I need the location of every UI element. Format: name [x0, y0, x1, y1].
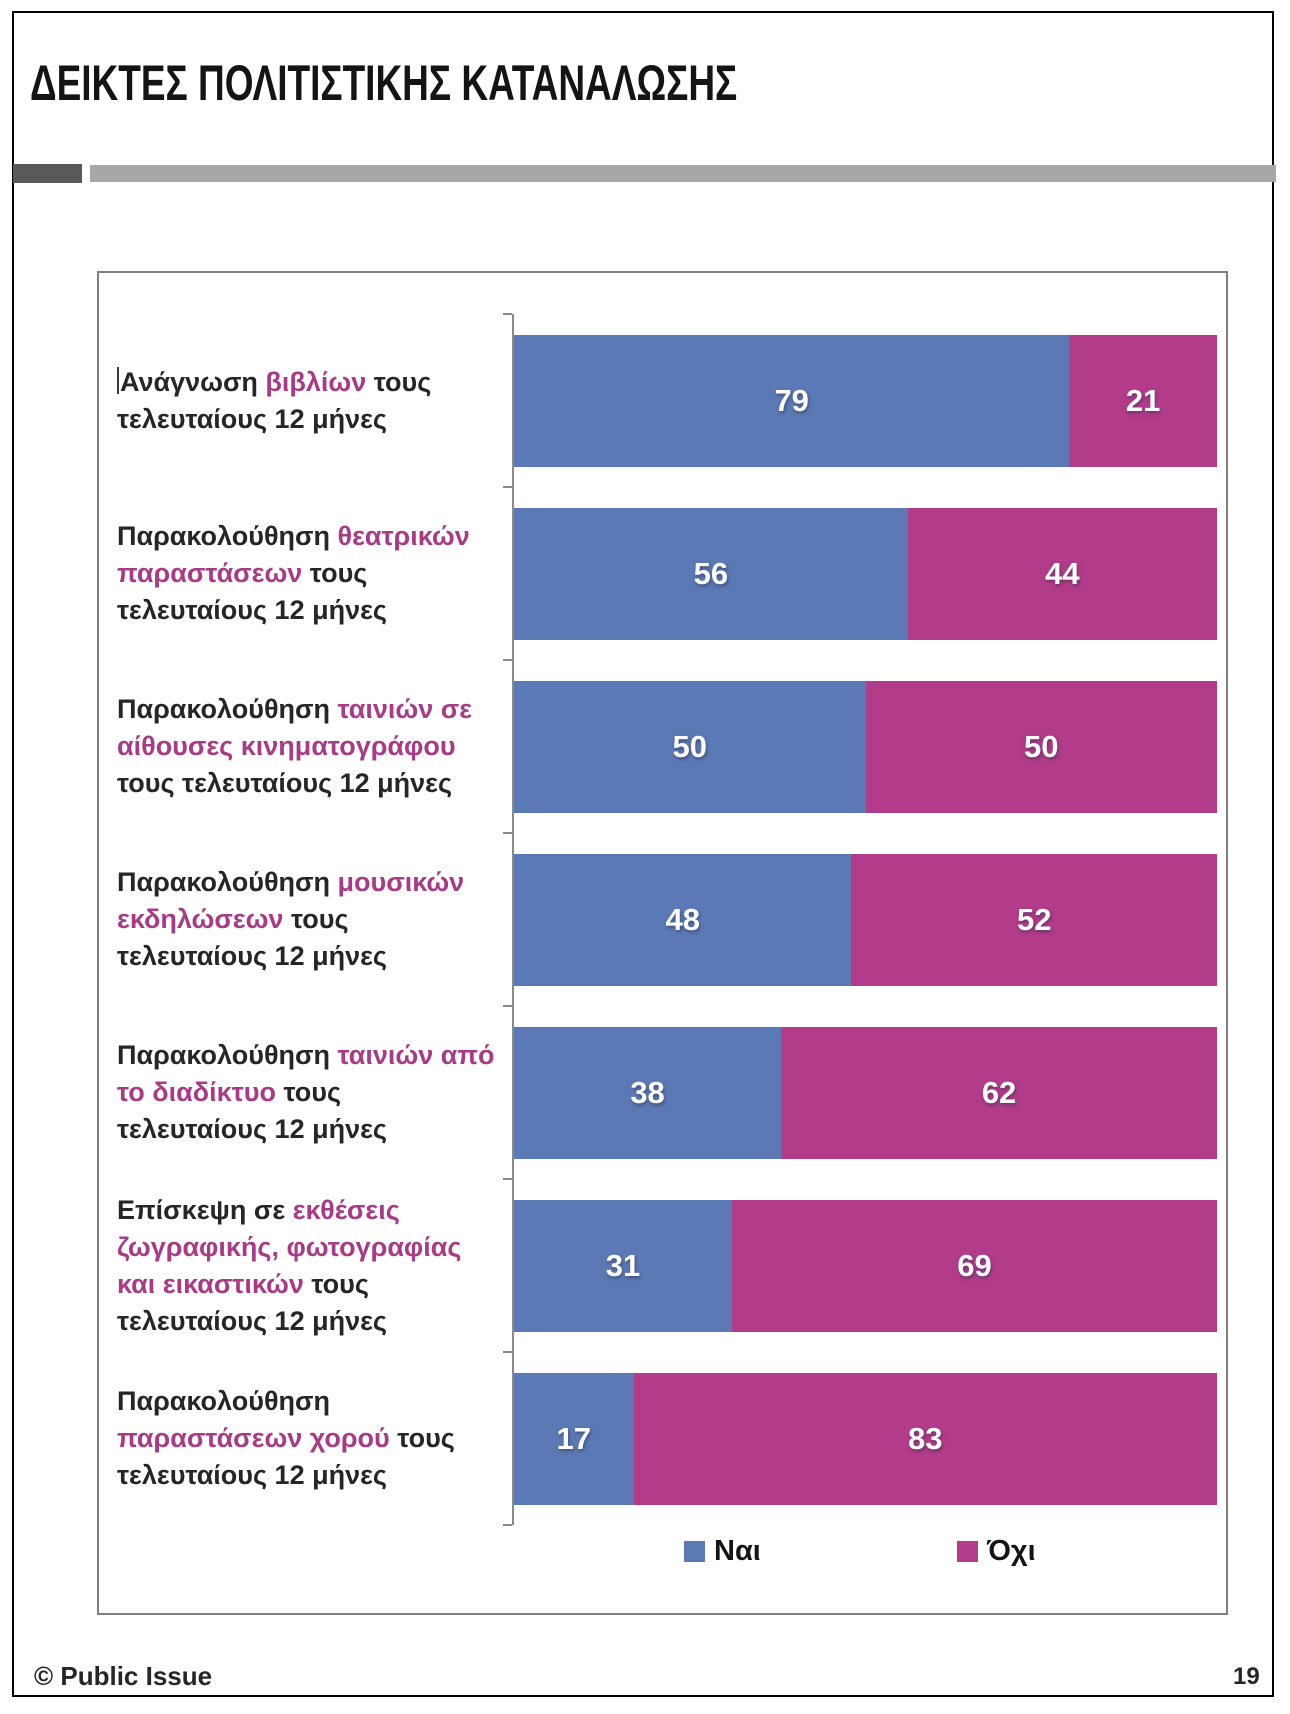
category-label-line: [117, 1266, 509, 1303]
stacked-bar: [514, 854, 1217, 986]
bar-value-label: 17: [556, 1420, 591, 1456]
stacked-bar: [514, 1027, 1217, 1159]
bar-segment-no: [732, 1200, 1217, 1332]
bar-segment-no: [866, 681, 1218, 813]
divider-light-segment: [90, 165, 1276, 182]
bar-segment-yes: [514, 681, 866, 813]
stacked-bar: [514, 1373, 1217, 1505]
chart-row: [514, 833, 1217, 1006]
legend-label: Όχι: [987, 1535, 1036, 1567]
label-text: τελευταίους 12 μήνες: [117, 403, 387, 434]
bar-value-label: 21: [1125, 382, 1161, 418]
label-text: τελευταίους 12 μήνες: [117, 1114, 387, 1144]
plot-area: [512, 314, 1217, 1525]
chart-row: [514, 660, 1217, 833]
stacked-bar: [514, 1200, 1217, 1332]
category-label: [117, 833, 509, 1006]
label-text: τελευταίους 12 μήνες: [117, 595, 387, 625]
bar-value-label: 38: [630, 1074, 665, 1110]
legend-swatch: [684, 1541, 705, 1562]
label-accent-text: βιβλίων: [265, 366, 367, 397]
category-label-line: [117, 1111, 509, 1148]
label-text: τους τελευταίους 12 μήνες: [117, 768, 453, 798]
label-text: τους: [303, 1268, 369, 1299]
chart-row: [514, 487, 1217, 660]
label-accent-text: εκδηλώσεων: [117, 904, 284, 934]
chart-row: [514, 1006, 1217, 1179]
copyright-text: © Public Issue: [34, 1661, 213, 1691]
label-accent-text: ταινιών από: [337, 1040, 495, 1070]
label-accent-text: παραστάσεων: [117, 558, 303, 588]
bar-value-label: 52: [1016, 901, 1052, 937]
label-text: Παρακολούθηση: [117, 694, 338, 724]
legend-swatch: [957, 1541, 978, 1562]
stacked-bar: [514, 508, 1217, 640]
category-label-line: [117, 1037, 509, 1074]
label-text: Ανάγνωση: [120, 366, 266, 397]
chart-row: [514, 1352, 1217, 1525]
category-label: [117, 1006, 509, 1179]
label-text: τελευταίους 12 μήνες: [117, 1460, 387, 1490]
category-label: [117, 487, 509, 660]
category-label-line: [117, 765, 509, 802]
category-label: [117, 1179, 509, 1352]
category-label-line: [117, 901, 509, 938]
category-label-line: [117, 1229, 509, 1266]
category-label-line: [117, 1420, 509, 1457]
chart-row: [514, 314, 1217, 487]
bar-segment-yes: [514, 335, 1069, 467]
bar-value-label: 83: [908, 1420, 943, 1456]
bar-value-label: 56: [693, 555, 729, 591]
category-labels-column: [117, 314, 509, 1525]
chart-container: [97, 271, 1228, 1615]
label-accent-text: θεατρικών: [337, 521, 470, 551]
bar-value-label: 79: [774, 382, 809, 418]
divider-dark-segment: [13, 164, 82, 183]
bar-segment-yes: [514, 1373, 634, 1505]
label-text: Παρακολούθηση: [117, 521, 338, 551]
bar-segment-no: [908, 508, 1217, 640]
page-title: ΔΕΙΚΤΕΣ ΠΟΛΙΤΙΣΤΙΚΗΣ ΚΑΤΑΝΑΛΩΣΗΣ: [30, 55, 738, 111]
category-label-line: [117, 1192, 509, 1229]
category-label-line: [117, 1383, 509, 1420]
bar-segment-yes: [514, 508, 908, 640]
label-text: Παρακολούθηση: [117, 867, 338, 897]
category-label-line: [117, 364, 509, 401]
stacked-bar: [514, 681, 1217, 813]
category-label-line: [117, 1457, 509, 1494]
category-label-line: [117, 518, 509, 555]
label-accent-text: ζωγραφικής, φωτογραφίας: [117, 1231, 462, 1262]
category-label-line: [117, 691, 509, 728]
bar-segment-yes: [514, 1200, 732, 1332]
category-label-line: [117, 555, 509, 592]
chart-legend: [99, 1535, 1226, 1579]
text-cursor-artifact: [117, 367, 119, 394]
label-text: τελευταίους 12 μήνες: [117, 941, 387, 971]
bar-value-label: 69: [957, 1247, 992, 1283]
label-accent-text: παραστάσεων χορού: [117, 1423, 390, 1453]
category-label: [117, 660, 509, 833]
label-text: Παρακολούθηση: [117, 1040, 338, 1070]
bar-value-label: 50: [672, 728, 707, 764]
bar-segment-no: [851, 854, 1217, 986]
bar-segment-yes: [514, 854, 851, 986]
bar-value-label: 31: [605, 1247, 641, 1283]
category-label: [117, 314, 509, 487]
legend-item-yes: [684, 1535, 761, 1568]
stacked-bar: [514, 335, 1217, 467]
category-label-line: [117, 728, 509, 765]
category-label-line: [117, 1303, 509, 1340]
bar-value-label: 48: [665, 901, 700, 937]
bar-segment-no: [634, 1373, 1217, 1505]
category-label-line: [117, 592, 509, 629]
label-accent-text: αίθουσες κινηματογράφου: [117, 731, 456, 761]
legend-item-no: [957, 1535, 1036, 1568]
legend-label: Ναι: [714, 1535, 761, 1567]
bar-value-label: 44: [1045, 555, 1080, 591]
label-accent-text: ταινιών σε: [337, 694, 473, 724]
label-accent-text: εκθέσεις: [292, 1194, 400, 1225]
label-text: τους: [389, 1423, 455, 1453]
category-label-line: [117, 1074, 509, 1111]
bar-value-label: 62: [981, 1074, 1017, 1110]
label-text: Παρακολούθηση: [117, 1386, 330, 1416]
label-text: τους: [302, 558, 368, 588]
label-accent-text: το διαδίκτυο: [117, 1077, 276, 1107]
label-text: Επίσκεψη σε: [117, 1194, 293, 1225]
bar-segment-no: [781, 1027, 1217, 1159]
chart-row: [514, 1179, 1217, 1352]
bar-value-label: 50: [1024, 728, 1059, 764]
label-accent-text: και εικαστικών: [117, 1268, 304, 1299]
category-label-line: [117, 864, 509, 901]
bar-segment-yes: [514, 1027, 781, 1159]
category-label-line: [117, 938, 509, 975]
label-text: τους: [283, 904, 349, 934]
page-number: 19: [1233, 1663, 1260, 1690]
label-text: τους: [275, 1077, 342, 1107]
category-label: [117, 1352, 509, 1525]
label-accent-text: μουσικών: [337, 867, 465, 897]
label-text: τους: [366, 366, 432, 397]
label-text: τελευταίους 12 μήνες: [117, 1305, 387, 1336]
category-label-line: [117, 401, 509, 438]
bar-segment-no: [1069, 335, 1217, 467]
